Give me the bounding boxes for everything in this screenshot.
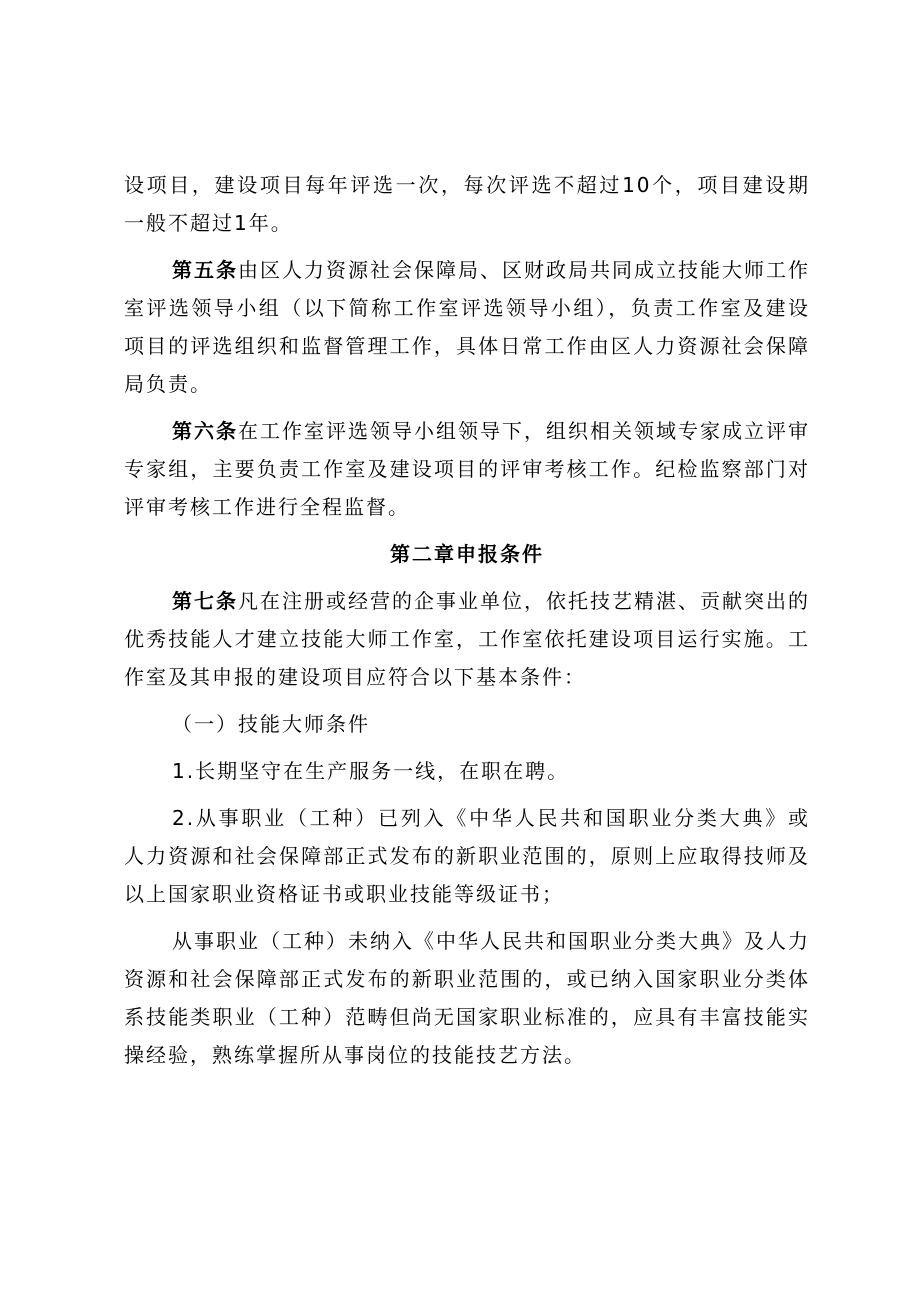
article-6-lead: 第六条 — [172, 419, 238, 443]
article-7-text: 凡在注册或经营的企事业单位，依托技艺精湛、贡献突出的优秀技能人才建立技能大师工作室，工作室依托建设项目运行实施。工作室及其申报的建设项目应符合以下基本条件： — [124, 589, 810, 689]
section-1-title: （一）技能大师条件 — [172, 712, 370, 736]
list-item-2-continuation: 从事职业（工种）未纳入《中华人民共和国职业分类大典》及人力资源和社会保障部正式发布的新职业范围的，或已纳入国家职业分类体系技能类职业（工种）范畴但尚无国家职业标准的，应具有丰富技能实操经验，熟练掌握所从事岗位的技能技艺方法。 — [124, 929, 810, 1067]
paragraph-continuation: 设项目，建设项目每年评选一次，每次评选不超过10个，项目建设期一般不超过1年。 — [124, 173, 810, 235]
article-5 — [124, 251, 810, 403]
article-6-text: 在工作室评选领导小组领导下，组织相关领域专家成立评审专家组，主要负责工作室及建设项目的评审考核工作。纪检监察部门对评审考核工作进行全程监督。 — [124, 419, 810, 519]
chapter-2-title: 第二章申报条件 — [390, 542, 544, 566]
article-7-lead: 第七条 — [172, 589, 238, 613]
document-body — [124, 166, 810, 1083]
article-5-text: 由区人力资源社会保障局、区财政局共同成立技能大师工作室评选领导小组（以下简称工作室评选领导小组），负责工作室及建设项目的评选组织和监督管理工作，具体日常工作由区人力资源社会保障局负责。 — [124, 258, 810, 396]
article-6 — [124, 412, 810, 526]
article-7 — [124, 582, 810, 696]
list-item-1: 1.长期坚守在生产服务一线，在职在聘。 — [172, 759, 570, 783]
list-item-2: 2.从事职业（工种）已列入《中华人民共和国职业分类大典》或人力资源和社会保障部正式发布的新职业范围的，原则上应取得技师及以上国家职业资格证书或职业技能等级证书； — [124, 806, 810, 906]
article-5-lead: 第五条 — [172, 258, 238, 282]
